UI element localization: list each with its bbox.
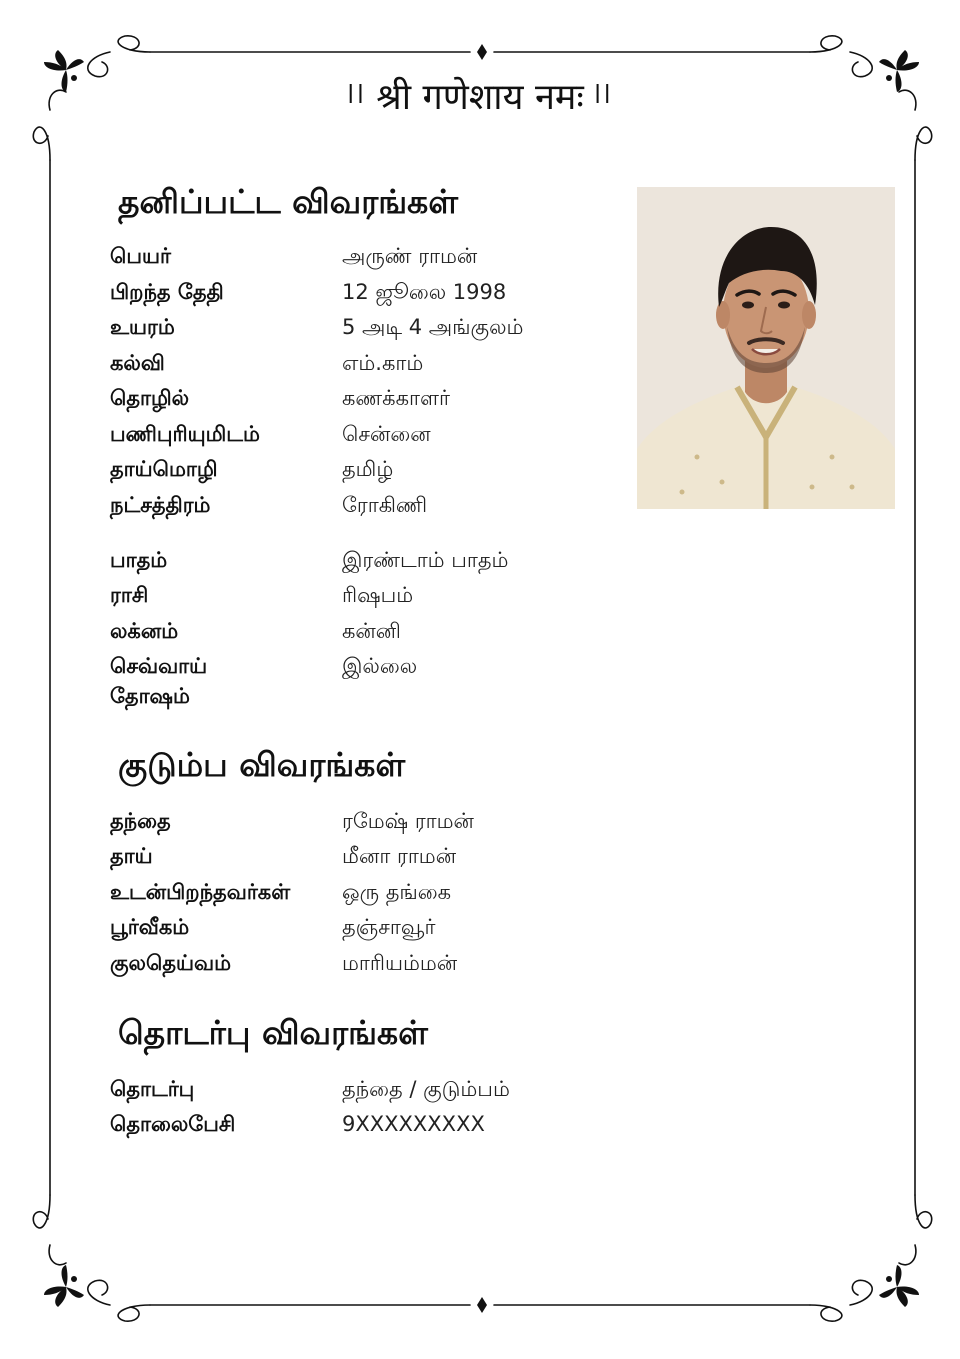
contact-details-title: தொடர்பு விவரங்கள் xyxy=(118,1013,428,1052)
detail-value: ரமேஷ் ராமன் xyxy=(342,809,474,833)
detail-label: தொடர்பு xyxy=(110,1077,195,1101)
detail-value: 5 அடி 4 அங்குலம் xyxy=(342,315,524,339)
detail-label: பிறந்த தேதி xyxy=(110,280,224,304)
detail-label: உயரம் xyxy=(110,315,175,339)
detail-label: உடன்பிறந்தவர்கள் xyxy=(110,880,291,904)
detail-value: கன்னி xyxy=(342,619,401,643)
detail-value: இரண்டாம் பாதம் xyxy=(342,548,509,572)
detail-value: கணக்காளர் xyxy=(342,386,450,410)
detail-value: ரிஷபம் xyxy=(342,583,414,607)
invocation-text: श्री गणेशाय नमः xyxy=(376,76,584,118)
detail-value: 9XXXXXXXXX xyxy=(342,1112,485,1136)
detail-label: நட்சத்திரம் xyxy=(110,493,211,517)
family-details-title: குடும்ப விவரங்கள் xyxy=(118,745,406,784)
detail-label: கல்வி xyxy=(110,351,165,375)
detail-value: மீனா ராமன் xyxy=(342,844,457,868)
detail-label: தாய் xyxy=(110,844,153,868)
detail-value: தஞ்சாவூர் xyxy=(342,915,436,939)
detail-label: குலதெய்வம் xyxy=(110,951,231,975)
detail-label: பெயர் xyxy=(110,244,171,268)
personal-details-title: தனிப்பட்ட விவரங்கள் xyxy=(118,182,459,221)
divider-bars-left: ǀǀ xyxy=(346,80,367,110)
detail-value: தமிழ் xyxy=(342,457,394,481)
portrait-illustration xyxy=(637,187,895,509)
detail-value: அருண் ராமன் xyxy=(342,244,478,268)
detail-label: தொலைபேசி xyxy=(110,1112,236,1136)
detail-label: பாதம் xyxy=(110,548,168,572)
detail-value: 12 ஜூலை 1998 xyxy=(342,280,507,304)
detail-value: எம்.காம் xyxy=(342,351,424,375)
detail-value: மாரியம்மன் xyxy=(342,951,458,975)
detail-value: ரோகிணி xyxy=(342,493,428,517)
detail-label: ராசி xyxy=(110,583,149,607)
profile-photo xyxy=(637,187,895,509)
detail-label: தாய்மொழி xyxy=(110,457,218,481)
detail-label: பணிபுரியுமிடம் xyxy=(110,422,260,446)
detail-value: தந்தை / குடும்பம் xyxy=(342,1077,510,1101)
detail-label: தொழில் xyxy=(110,386,190,410)
detail-label: லக்னம் xyxy=(110,619,179,643)
detail-label: பூர்வீகம் xyxy=(110,915,190,939)
detail-value: ஒரு தங்கை xyxy=(342,880,452,904)
detail-label: தந்தை xyxy=(110,809,171,833)
detail-value: சென்னை xyxy=(342,422,431,446)
detail-label: செவ்வாய் தோஷம் xyxy=(110,654,208,708)
detail-value: இல்லை xyxy=(342,654,418,678)
invocation-header xyxy=(330,60,630,130)
divider-bars-right: ǀǀ xyxy=(593,80,614,110)
